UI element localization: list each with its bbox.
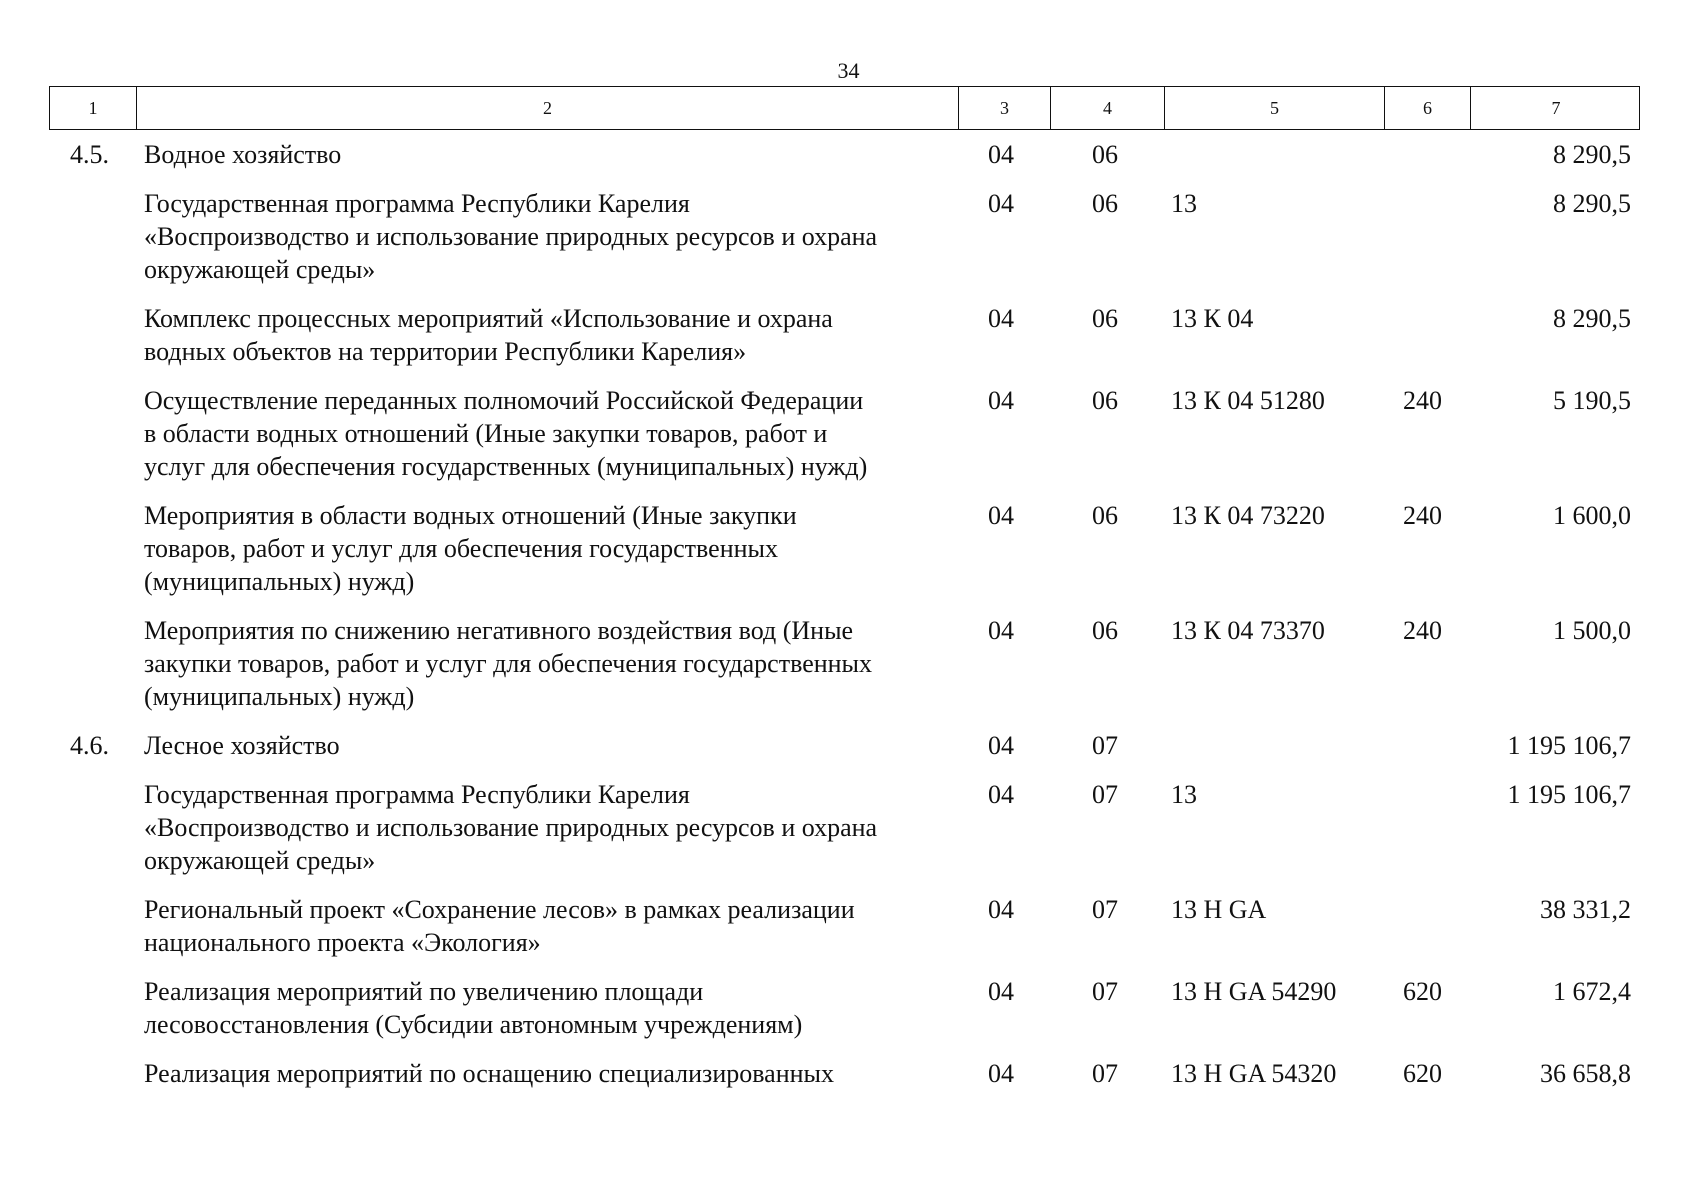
header-col-1: 1 bbox=[88, 97, 98, 118]
row-name-line: национального проекта «Экология» bbox=[144, 928, 541, 957]
row-subsection-code: 06 bbox=[1092, 304, 1118, 333]
row-name-line: закупки товаров, работ и услуг для обеспечения государственных bbox=[144, 649, 873, 678]
row-subsection-code: 06 bbox=[1092, 140, 1118, 169]
row-section-code: 04 bbox=[988, 616, 1014, 645]
row-target-code: 13 Н GA 54290 bbox=[1171, 977, 1337, 1006]
row-section-code: 04 bbox=[988, 386, 1014, 415]
row-amount: 8 290,5 bbox=[1553, 140, 1631, 169]
row-amount: 8 290,5 bbox=[1553, 189, 1631, 218]
row-subsection-code: 07 bbox=[1092, 977, 1118, 1006]
row-name-line: Мероприятия в области водных отношений (Иные закупки bbox=[144, 501, 797, 530]
row-expense-type-code: 240 bbox=[1403, 386, 1442, 415]
row-name-line: (муниципальных) нужд) bbox=[144, 567, 415, 596]
row-target-code: 13 Н GA 54320 bbox=[1171, 1059, 1337, 1088]
row-subsection-code: 07 bbox=[1092, 731, 1118, 760]
row-name bbox=[144, 729, 964, 762]
header-col-3: 3 bbox=[958, 87, 1050, 129]
row-amount: 36 658,8 bbox=[1540, 1059, 1631, 1088]
header-col-5: 5 bbox=[1164, 87, 1384, 129]
row-name bbox=[144, 893, 964, 959]
page-number: 34 bbox=[837, 58, 860, 83]
row-target-code: 13 bbox=[1171, 780, 1197, 809]
row-amount: 1 672,4 bbox=[1553, 977, 1631, 1006]
row-target-code: 13 К 04 73370 bbox=[1171, 616, 1325, 645]
row-section-code: 04 bbox=[988, 1059, 1014, 1088]
row-number: 4.6. bbox=[70, 731, 109, 760]
row-name-line: (муниципальных) нужд) bbox=[144, 682, 415, 711]
row-subsection-code: 06 bbox=[1092, 616, 1118, 645]
row-target-code: 13 Н GA bbox=[1171, 895, 1267, 924]
row-name-line: Осуществление переданных полномочий Российской Федерации bbox=[144, 386, 864, 415]
row-number: 4.5. bbox=[70, 140, 109, 169]
header-col-4: 4 bbox=[1050, 87, 1164, 129]
row-target-code: 13 К 04 bbox=[1171, 304, 1254, 333]
row-name-line: Лесное хозяйство bbox=[144, 731, 340, 760]
row-name-line: Государственная программа Республики Карелия bbox=[144, 189, 690, 218]
row-section-code: 04 bbox=[988, 140, 1014, 169]
row-name-line: Водное хозяйство bbox=[144, 140, 342, 169]
row-section-code: 04 bbox=[988, 780, 1014, 809]
row-section-code: 04 bbox=[988, 304, 1014, 333]
row-expense-type-code: 240 bbox=[1403, 501, 1442, 530]
row-subsection-code: 07 bbox=[1092, 780, 1118, 809]
row-amount: 1 195 106,7 bbox=[1507, 731, 1631, 760]
row-subsection-code: 06 bbox=[1092, 189, 1118, 218]
row-subsection-code: 06 bbox=[1092, 501, 1118, 530]
row-amount: 5 190,5 bbox=[1553, 386, 1631, 415]
row-name-line: услуг для обеспечения государственных (муниципальных) нужд) bbox=[144, 452, 868, 481]
row-name bbox=[144, 499, 964, 598]
row-name-line: в области водных отношений (Иные закупки товаров, работ и bbox=[144, 419, 828, 448]
header-col-6: 6 bbox=[1384, 87, 1470, 129]
row-subsection-code: 07 bbox=[1092, 1059, 1118, 1088]
row-name bbox=[144, 778, 964, 877]
row-name bbox=[144, 302, 964, 368]
row-amount: 8 290,5 bbox=[1553, 304, 1631, 333]
row-amount: 38 331,2 bbox=[1540, 895, 1631, 924]
row-name bbox=[144, 187, 964, 286]
row-subsection-code: 07 bbox=[1092, 895, 1118, 924]
row-name-line: товаров, работ и услуг для обеспечения государственных bbox=[144, 534, 778, 563]
row-target-code: 13 bbox=[1171, 189, 1197, 218]
row-name-line: Комплекс процессных мероприятий «Использование и охрана bbox=[144, 304, 833, 333]
row-name-line: Мероприятия по снижению негативного воздействия вод (Иные bbox=[144, 616, 854, 645]
row-name-line: водных объектов на территории Республики Карелия» bbox=[144, 337, 747, 366]
row-name-line: Реализация мероприятий по оснащению специализированных bbox=[144, 1059, 835, 1088]
row-amount: 1 600,0 bbox=[1553, 501, 1631, 530]
row-name-line: окружающей среды» bbox=[144, 846, 376, 875]
row-expense-type-code: 240 bbox=[1403, 616, 1442, 645]
row-name bbox=[144, 1057, 964, 1090]
row-name-line: «Воспроизводство и использование природных ресурсов и охрана bbox=[144, 813, 878, 842]
row-name bbox=[144, 138, 964, 171]
row-name-line: лесовосстановления (Субсидии автономным учреждениям) bbox=[144, 1010, 803, 1039]
row-subsection-code: 06 bbox=[1092, 386, 1118, 415]
row-name-line: окружающей среды» bbox=[144, 255, 376, 284]
row-section-code: 04 bbox=[988, 189, 1014, 218]
row-section-code: 04 bbox=[988, 501, 1014, 530]
row-name-line: Реализация мероприятий по увеличению площади bbox=[144, 977, 704, 1006]
row-expense-type-code: 620 bbox=[1403, 1059, 1442, 1088]
row-name-line: Государственная программа Республики Карелия bbox=[144, 780, 690, 809]
row-section-code: 04 bbox=[988, 731, 1014, 760]
row-section-code: 04 bbox=[988, 895, 1014, 924]
row-amount: 1 500,0 bbox=[1553, 616, 1631, 645]
row-name-line: Региональный проект «Сохранение лесов» в рамках реализации bbox=[144, 895, 855, 924]
row-expense-type-code: 620 bbox=[1403, 977, 1442, 1006]
row-name-line: «Воспроизводство и использование природных ресурсов и охрана bbox=[144, 222, 878, 251]
row-name bbox=[144, 384, 964, 483]
row-target-code: 13 К 04 73220 bbox=[1171, 501, 1325, 530]
row-name bbox=[144, 975, 964, 1041]
row-target-code: 13 К 04 51280 bbox=[1171, 386, 1325, 415]
row-section-code: 04 bbox=[988, 977, 1014, 1006]
row-amount: 1 195 106,7 bbox=[1507, 780, 1631, 809]
row-name bbox=[144, 614, 964, 713]
header-col-2: 2 bbox=[136, 87, 958, 129]
header-col-7: 7 bbox=[1470, 87, 1641, 129]
